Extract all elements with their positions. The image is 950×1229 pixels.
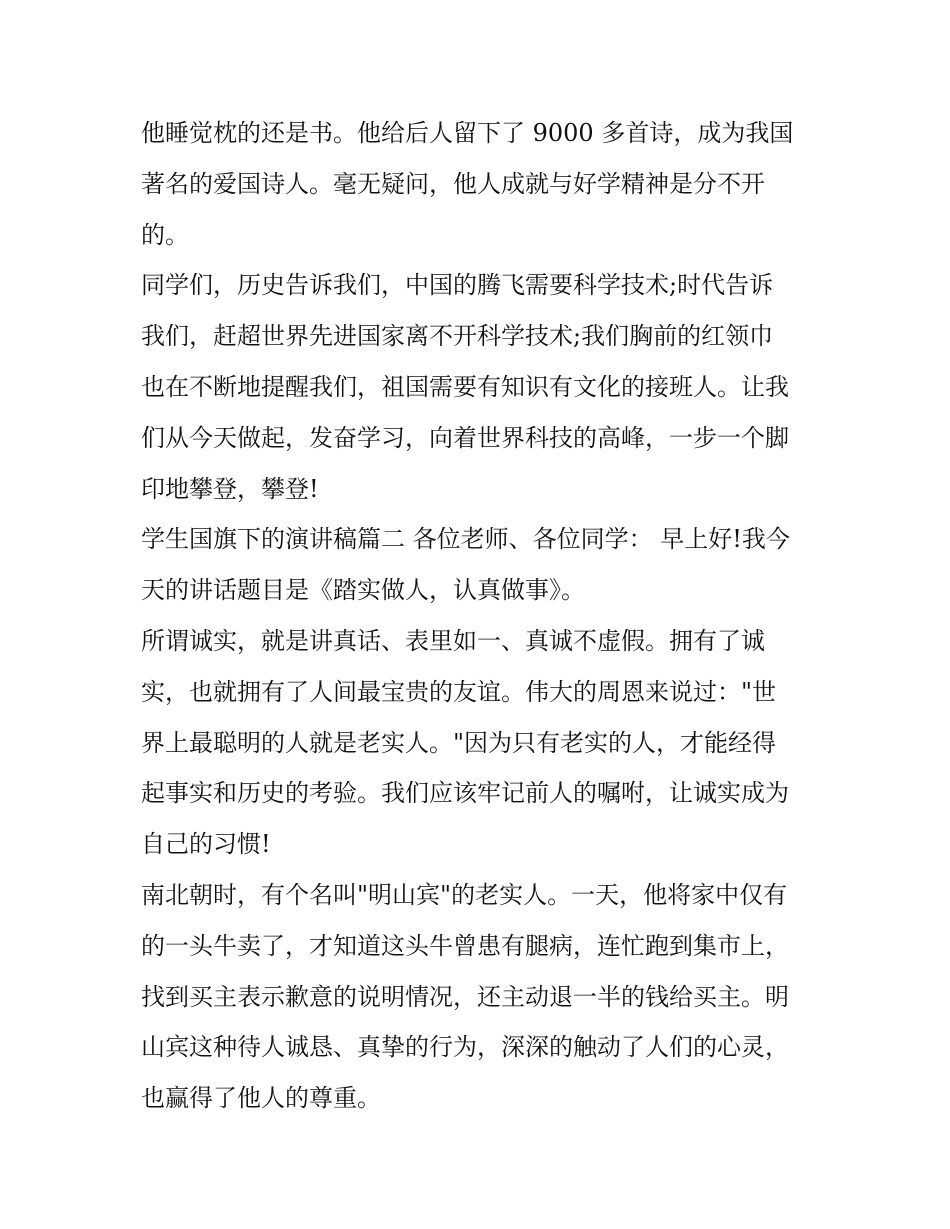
text-line: 印地攀登，攀登! bbox=[141, 474, 319, 503]
text-line: 起事实和历史的考验。我们应该牢记前人的嘱咐，让诚实成为 bbox=[141, 779, 789, 808]
text-line: 的一头牛卖了，才知道这头牛曾患有腿病，连忙跑到集市上， bbox=[141, 931, 789, 960]
text-line: 我们，赶超世界先进国家离不开科学技术;我们胸前的红领巾 bbox=[141, 322, 774, 351]
text-line: 山宾这种待人诚恳、真挚的行为，深深的触动了人们的心灵， bbox=[141, 1033, 789, 1062]
text-line: 同学们，历史告诉我们，中国的腾飞需要科学技术;时代告诉 bbox=[141, 271, 774, 300]
paragraph bbox=[141, 616, 813, 870]
text-line: 所谓诚实，就是讲真话、表里如一、真诚不虚假。拥有了诚 bbox=[141, 626, 765, 655]
text-line: 实，也就拥有了人间最宝贵的友谊。伟大的周恩来说过："世 bbox=[141, 677, 777, 706]
text-line: 也在不断地提醒我们，祖国需要有知识有文化的接班人。让我 bbox=[141, 372, 789, 401]
paragraph bbox=[141, 108, 813, 260]
text-line: 的。 bbox=[141, 220, 189, 249]
text-line: 他睡觉枕的还是书。他给后人留下了 9000 多首诗，成为我国 bbox=[141, 119, 794, 147]
text-line: 学生国旗下的演讲稿篇二 各位老师、各位同学： 早上好!我今 bbox=[141, 525, 790, 554]
paragraph bbox=[141, 514, 813, 616]
text-line: 天的讲话题目是《踏实做人，认真做事》。 bbox=[141, 576, 585, 605]
text-line: 界上最聪明的人就是老实人。"因为只有老实的人，才能经得 bbox=[141, 728, 777, 757]
text-line: 们从今天做起，发奋学习，向着世界科技的高峰，一步一个脚 bbox=[141, 423, 789, 452]
paragraph bbox=[141, 260, 813, 514]
text-line: 也赢得了他人的尊重。 bbox=[141, 1084, 381, 1113]
paragraph bbox=[141, 870, 813, 1124]
text-line: 找到买主表示歉意的说明情况，还主动退一半的钱给买主。明 bbox=[141, 982, 789, 1011]
text-line: 著名的爱国诗人。毫无疑问，他人成就与好学精神是分不开 bbox=[141, 169, 765, 198]
text-line: 自己的习惯! bbox=[141, 830, 271, 859]
document-body bbox=[141, 108, 813, 1124]
text-line: 南北朝时，有个名叫"明山宾"的老实人。一天，他将家中仅有 bbox=[141, 880, 788, 909]
